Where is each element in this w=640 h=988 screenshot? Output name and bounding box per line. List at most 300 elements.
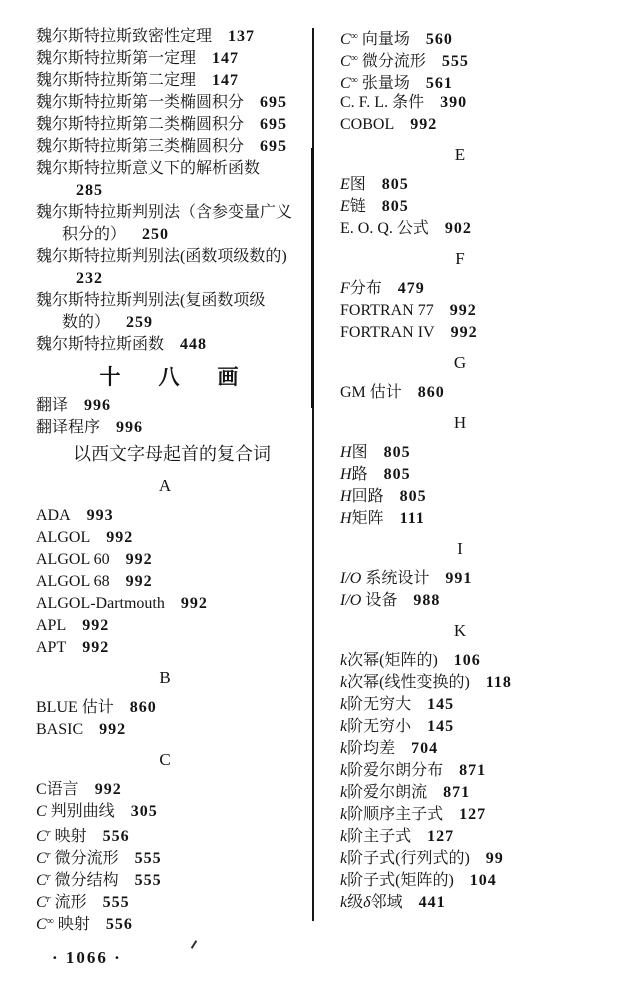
index-entry	[36, 114, 308, 136]
term-segment: E	[454, 145, 466, 164]
left-column	[36, 26, 308, 933]
index-entry	[340, 760, 620, 782]
term-segment: 魏尔斯特拉斯第三类椭圆积分	[36, 138, 245, 155]
index-entry	[340, 174, 620, 196]
index-entry	[340, 442, 620, 464]
index-entry	[340, 322, 620, 344]
index-entry	[36, 911, 308, 933]
term-segment: FORTRAN IV	[340, 324, 435, 341]
section-letter-heading	[36, 475, 308, 497]
term-segment: H	[340, 444, 352, 461]
entry-page-number: 106	[453, 652, 481, 669]
entry-page-number: 104	[469, 872, 497, 889]
scan-stray-mark	[191, 940, 197, 949]
term-segment: 魏尔斯特拉斯第二定理	[36, 72, 197, 89]
entry-page-number: 127	[459, 806, 487, 823]
entry-page-number: 695	[260, 94, 288, 111]
entry-term	[36, 872, 119, 889]
term-segment: k	[340, 784, 348, 801]
entry-term	[340, 718, 411, 735]
entry-page-number: 556	[102, 828, 130, 845]
entry-term	[340, 570, 429, 587]
term-segment: C	[340, 31, 351, 48]
index-entry	[340, 804, 620, 826]
entry-page-number: 992	[450, 324, 478, 341]
term-segment: 邻域	[370, 894, 403, 911]
term-segment: 映射	[53, 916, 90, 933]
index-entry	[36, 48, 308, 70]
entry-term	[340, 31, 410, 48]
term-segment: ∞	[350, 31, 358, 42]
term-segment: C	[36, 828, 47, 845]
term-segment: C	[340, 75, 351, 92]
term-segment: ALGOL-Dartmouth	[36, 595, 165, 612]
index-entry	[340, 486, 620, 508]
entry-term	[36, 850, 119, 867]
entry-term	[457, 539, 463, 558]
entry-term	[36, 894, 87, 911]
entry-term	[340, 94, 424, 111]
term-segment: 魏尔斯特拉斯第二类椭圆积分	[36, 116, 245, 133]
term-segment: k	[340, 762, 348, 779]
entry-term	[340, 324, 435, 341]
term-segment: 向量场	[357, 31, 410, 48]
index-entry	[36, 26, 308, 48]
entry-term	[159, 750, 170, 769]
term-segment: C	[36, 803, 47, 820]
index-entry	[36, 719, 308, 741]
entry-term	[36, 138, 244, 155]
index-entry	[340, 70, 620, 92]
index-entry	[36, 697, 308, 719]
entry-term	[340, 652, 438, 669]
entry-page-number: 996	[116, 419, 144, 436]
term-segment: BASIC	[36, 721, 84, 738]
term-segment: GM 估计	[340, 384, 402, 401]
entry-page-number: 992	[125, 573, 153, 590]
entry-page-number: 992	[106, 529, 134, 546]
entry-term	[36, 803, 115, 820]
entry-term	[36, 419, 100, 436]
term-segment: B	[159, 668, 171, 687]
term-segment: 翻译程序	[36, 419, 101, 436]
term-segment: 回路	[351, 488, 384, 505]
term-segment: 魏尔斯特拉斯第一类椭圆积分	[36, 94, 245, 111]
entry-page-number: 137	[228, 28, 256, 45]
entry-term	[340, 384, 402, 401]
index-entry	[340, 464, 620, 486]
index-entry	[340, 870, 620, 892]
term-segment: 微分流形	[357, 53, 426, 70]
index-entry	[340, 278, 620, 300]
entry-term	[36, 50, 196, 67]
entry-term	[36, 699, 114, 716]
entry-term	[340, 488, 384, 505]
term-segment: I	[457, 539, 463, 558]
entry-page-number: 871	[459, 762, 487, 779]
term-segment: APT	[36, 639, 67, 656]
index-entry	[340, 650, 620, 672]
index-entry	[340, 92, 620, 114]
index-entry	[340, 716, 620, 738]
term-segment: F	[340, 280, 350, 297]
entry-page-number: 988	[413, 592, 441, 609]
entry-term	[454, 621, 466, 640]
term-segment: 阶爱尔朗分布	[347, 762, 444, 779]
term-segment: 判别曲线	[46, 803, 115, 820]
term-segment: I/O	[340, 570, 362, 587]
entry-term	[159, 668, 170, 687]
term-segment: 十八画	[99, 365, 277, 389]
entry-page-number: 441	[418, 894, 446, 911]
entry-page-number: 805	[399, 488, 427, 505]
entry-term	[340, 674, 470, 691]
entry-page-number: 992	[82, 639, 110, 656]
term-segment: ALGOL 68	[36, 573, 110, 590]
term-segment: k	[340, 740, 348, 757]
entry-page-number: 556	[105, 916, 133, 933]
entry-term	[340, 220, 429, 237]
entry-term	[100, 365, 277, 389]
section-letter-heading	[340, 620, 620, 642]
entry-page-number: 695	[260, 138, 288, 155]
term-segment: r	[46, 894, 51, 905]
entry-term	[455, 145, 465, 164]
term-segment: 阶主子式	[347, 828, 412, 845]
term-segment: C	[36, 916, 47, 933]
entry-page-number: 991	[445, 570, 473, 587]
term-segment: 次幂(线性变换的)	[347, 674, 470, 691]
term-segment: 阶子式(矩阵的)	[347, 872, 454, 889]
term-segment: 数的）	[62, 314, 111, 331]
term-segment: I/O	[340, 592, 362, 609]
entry-term	[340, 444, 368, 461]
entry-term	[36, 916, 90, 933]
entry-page-number: 860	[129, 699, 157, 716]
entry-page-number: 992	[94, 781, 122, 798]
entry-page-number: 871	[443, 784, 471, 801]
term-segment: 分布	[349, 280, 382, 297]
term-segment: r	[46, 828, 51, 839]
term-segment: 路	[351, 466, 368, 483]
entry-term	[340, 116, 394, 133]
term-segment: k	[340, 806, 348, 823]
term-segment: k	[340, 894, 348, 911]
term-segment: C	[36, 894, 47, 911]
term-segment: k	[340, 696, 348, 713]
index-entry	[340, 26, 620, 48]
term-segment: k	[340, 718, 348, 735]
entry-term	[36, 248, 287, 265]
entry-term	[340, 740, 395, 757]
entry-term	[36, 204, 292, 221]
entry-page-number: 992	[125, 551, 153, 568]
term-segment: BLUE 估计	[36, 699, 114, 716]
index-entry	[340, 782, 620, 804]
index-entry	[36, 334, 308, 356]
subsection-title	[36, 441, 308, 467]
term-segment: 阶无穷大	[347, 696, 412, 713]
index-entry	[36, 549, 308, 571]
entry-term	[36, 94, 244, 111]
term-segment: 微分流形	[50, 850, 119, 867]
entry-term	[62, 314, 110, 331]
entry-page-number: 285	[76, 182, 103, 199]
entry-term	[36, 28, 212, 45]
index-entry	[340, 738, 620, 760]
entry-term	[36, 507, 71, 524]
entry-page-number: 259	[126, 314, 154, 331]
term-segment: K	[453, 621, 467, 640]
entry-term	[340, 850, 470, 867]
entry-term	[340, 872, 454, 889]
right-column	[340, 26, 620, 914]
term-segment: APL	[36, 617, 67, 634]
entry-page-number: 555	[441, 53, 469, 70]
term-segment: 矩阵	[351, 510, 384, 527]
term-segment: 魏尔斯特拉斯第一定理	[36, 50, 197, 67]
entry-page-number: 992	[180, 595, 208, 612]
entry-term	[340, 696, 411, 713]
term-segment: δ	[363, 894, 371, 911]
term-segment: ∞	[350, 75, 358, 86]
term-segment: 级	[347, 894, 364, 911]
index-entry	[340, 48, 620, 70]
entry-page-number: 555	[134, 872, 162, 889]
entry-page-number: 704	[411, 740, 439, 757]
section-letter-heading	[340, 412, 620, 434]
index-entry	[340, 826, 620, 848]
entry-term	[73, 444, 271, 464]
term-segment: k	[340, 850, 348, 867]
index-entry	[36, 779, 308, 801]
entry-term	[36, 639, 66, 656]
entry-page-number: 147	[212, 72, 240, 89]
term-segment: 流形	[50, 894, 87, 911]
term-segment: C	[340, 53, 351, 70]
entry-term	[36, 721, 83, 738]
term-segment: ALGOL	[36, 529, 91, 546]
entry-term	[340, 466, 368, 483]
term-segment: C语言	[36, 781, 79, 798]
term-segment: ∞	[350, 53, 358, 64]
index-entry	[36, 823, 308, 845]
term-segment: C. F. L. 条件	[340, 94, 425, 111]
entry-page-number: 448	[180, 336, 208, 353]
entry-page-number: 561	[425, 75, 453, 92]
index-entry	[36, 202, 308, 224]
term-segment: 图	[351, 444, 368, 461]
index-entry	[36, 571, 308, 593]
index-entry	[36, 889, 308, 911]
entry-term	[36, 551, 110, 568]
entry-page-number: 145	[427, 696, 455, 713]
entry-page-number: 479	[397, 280, 425, 297]
term-segment: 微分结构	[50, 872, 119, 889]
index-entry	[340, 196, 620, 218]
index-entry	[36, 867, 308, 889]
term-segment: 设备	[361, 592, 398, 609]
entry-page-number: 996	[84, 397, 112, 414]
entry-page-number: 145	[427, 718, 455, 735]
entry-term	[36, 397, 68, 414]
entry-term	[36, 72, 196, 89]
stroke-count-heading	[36, 363, 308, 391]
term-segment: 映射	[50, 828, 87, 845]
term-segment: k	[340, 674, 348, 691]
term-segment: 阶无穷小	[347, 718, 412, 735]
entry-page-number: 99	[485, 850, 504, 867]
term-segment: 阶爱尔朗流	[347, 784, 428, 801]
entry-term	[36, 160, 260, 177]
index-entry	[340, 114, 620, 136]
entry-page-number: 118	[485, 674, 512, 691]
entry-page-number: 555	[134, 850, 162, 867]
entry-page-number: 390	[440, 94, 468, 111]
term-segment: H	[340, 466, 352, 483]
entry-term	[36, 595, 165, 612]
entry-page-number: 993	[86, 507, 114, 524]
term-segment: 张量场	[357, 75, 410, 92]
index-entry	[340, 590, 620, 612]
entry-term	[36, 292, 265, 309]
term-segment: 阶子式(行列式的)	[347, 850, 470, 867]
index-entry-continuation	[36, 268, 308, 290]
term-segment: F	[455, 249, 465, 268]
index-entry	[36, 92, 308, 114]
term-segment: ∞	[46, 916, 54, 927]
index-entry	[340, 672, 620, 694]
term-segment: E. O. Q. 公式	[340, 220, 429, 237]
entry-page-number: 992	[410, 116, 438, 133]
index-entry	[36, 593, 308, 615]
section-letter-heading	[340, 352, 620, 374]
term-segment: ALGOL 60	[36, 551, 110, 568]
entry-term	[36, 781, 79, 798]
entry-page-number: 992	[99, 721, 127, 738]
entry-term	[340, 176, 366, 193]
entry-term	[340, 198, 366, 215]
index-entry	[36, 395, 308, 417]
entry-term	[340, 510, 384, 527]
index-entry-continuation	[36, 312, 308, 334]
term-segment: H	[453, 413, 467, 432]
entry-page-number: 232	[76, 270, 103, 287]
entry-page-number: 695	[260, 116, 288, 133]
entry-term	[454, 353, 466, 372]
index-entry	[36, 136, 308, 158]
index-entry	[36, 505, 308, 527]
term-segment: C	[36, 850, 47, 867]
column-divider	[312, 28, 314, 921]
entry-page-number: 805	[381, 176, 409, 193]
entry-term	[36, 617, 66, 634]
entry-term	[36, 573, 110, 590]
index-entry	[36, 615, 308, 637]
term-segment: G	[453, 353, 467, 372]
entry-term	[340, 75, 410, 92]
term-segment: 魏尔斯特拉斯意义下的解析函数	[36, 160, 261, 177]
term-segment: H	[340, 510, 352, 527]
term-segment: 系统设计	[361, 570, 430, 587]
entry-page-number: 127	[427, 828, 455, 845]
term-segment: k	[340, 828, 348, 845]
section-letter-heading	[36, 749, 308, 771]
index-entry	[36, 158, 308, 180]
entry-page-number: 555	[102, 894, 130, 911]
term-segment: k	[340, 872, 348, 889]
index-entry	[340, 300, 620, 322]
entry-page-number: 860	[417, 384, 445, 401]
entry-term	[340, 280, 382, 297]
term-segment: 魏尔斯特拉斯判别法(函数项级数的)	[36, 248, 287, 265]
index-entry-continuation	[36, 180, 308, 202]
term-segment: 魏尔斯特拉斯函数	[36, 336, 165, 353]
entry-term	[36, 336, 164, 353]
entry-term	[340, 784, 427, 801]
index-entry	[36, 527, 308, 549]
section-letter-heading	[340, 538, 620, 560]
term-segment: COBOL	[340, 116, 395, 133]
term-segment: 积分的）	[62, 226, 127, 243]
term-segment: ADA	[36, 507, 71, 524]
entry-page-number: 147	[212, 50, 240, 67]
term-segment: C	[36, 872, 47, 889]
entry-page-number: 805	[383, 444, 411, 461]
entry-page-number: 992	[82, 617, 110, 634]
entry-term	[455, 249, 464, 268]
term-segment: 次幂(矩阵的)	[347, 652, 438, 669]
index-entry-continuation	[36, 224, 308, 246]
index-entry	[36, 246, 308, 268]
entry-term	[340, 828, 411, 845]
entry-page-number: 111	[399, 510, 425, 527]
entry-term	[36, 116, 244, 133]
index-entry	[340, 568, 620, 590]
term-segment: 阶顺序主子式	[347, 806, 444, 823]
index-entry	[340, 382, 620, 404]
page-number: · 1066 ·	[52, 948, 122, 967]
term-segment: E	[340, 198, 350, 215]
index-entry	[340, 848, 620, 870]
term-segment: r	[46, 850, 51, 861]
entry-term	[159, 476, 171, 495]
index-entry	[36, 801, 308, 823]
entry-page-number: 805	[381, 198, 409, 215]
term-segment: A	[158, 476, 172, 495]
term-segment: 以西文字母起首的复合词	[73, 444, 271, 464]
index-entry	[340, 694, 620, 716]
index-entry	[36, 845, 308, 867]
index-entry	[36, 417, 308, 439]
index-entry	[340, 508, 620, 530]
term-segment: 魏尔斯特拉斯判别法（含参变量广义	[36, 204, 293, 221]
index-entry	[36, 70, 308, 92]
term-segment: 图	[349, 176, 366, 193]
entry-page-number: 250	[142, 226, 170, 243]
entry-page-number: 992	[449, 302, 477, 319]
section-letter-heading	[36, 667, 308, 689]
term-segment: k	[340, 652, 348, 669]
index-entry	[340, 218, 620, 240]
entry-page-number: 805	[383, 466, 411, 483]
entry-term	[340, 53, 426, 70]
entry-term	[340, 302, 434, 319]
entry-page-number: 902	[444, 220, 472, 237]
term-segment: C	[159, 750, 171, 769]
index-entry	[36, 290, 308, 312]
entry-term	[62, 226, 126, 243]
